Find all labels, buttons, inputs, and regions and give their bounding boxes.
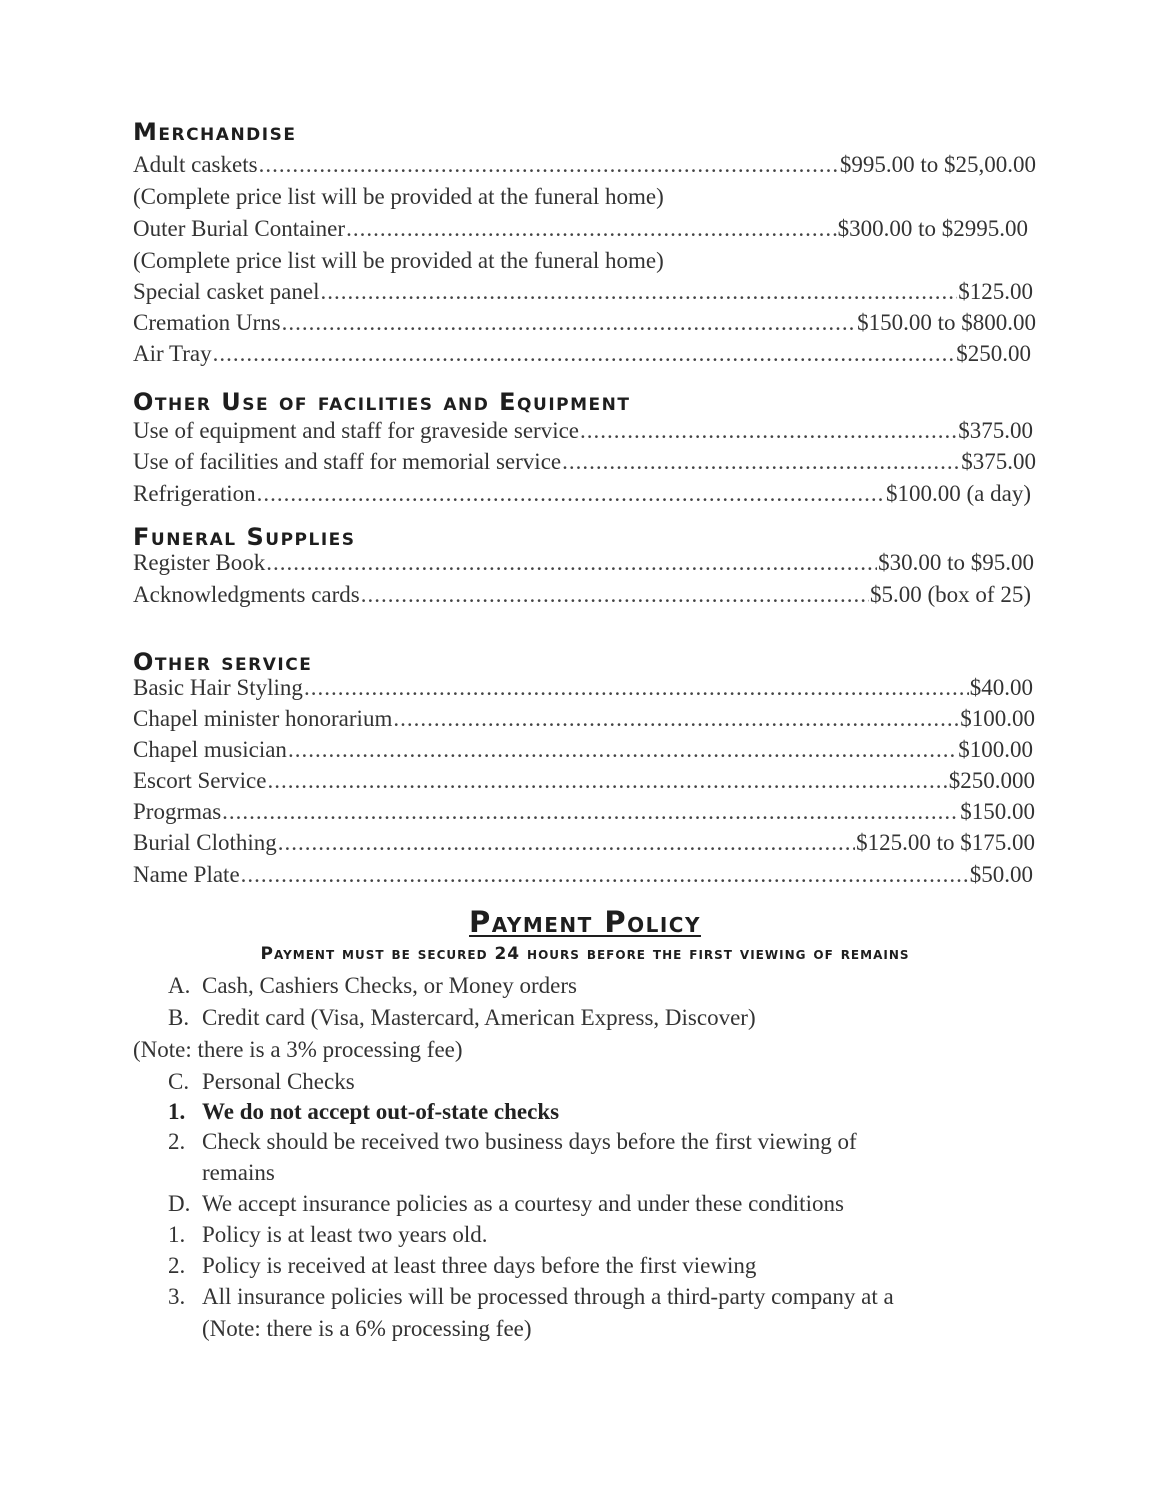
list-marker: C. (168, 1069, 190, 1094)
row-label: Cremation Urns (133, 310, 281, 335)
list-marker: 2. (168, 1253, 186, 1278)
price-row-cremation-urns (133, 308, 1036, 338)
row-price: $125.00 to $175.00 (856, 830, 1035, 855)
row-price: $30.00 to $95.00 (878, 550, 1034, 575)
payment-item-d3-continuation: (Note: there is a 6% processing fee) (202, 1316, 532, 1341)
price-row-ack-cards (133, 580, 1031, 610)
price-row-hair (133, 673, 1033, 703)
dot-leader (580, 416, 957, 446)
dot-leader (266, 548, 877, 578)
list-text: Cash, Cashiers Checks, or Money orders (202, 973, 577, 998)
payment-item-d (168, 1188, 844, 1219)
dot-leader (288, 735, 957, 765)
list-marker: 1. (168, 1099, 186, 1124)
payment-policy-title: Payment Policy (469, 905, 701, 939)
price-row-escort (133, 766, 1035, 796)
row-price: $375.00 (961, 449, 1036, 474)
list-marker: D. (168, 1191, 191, 1216)
payment-item-d2 (168, 1250, 756, 1281)
other-service-heading: Other service (133, 648, 313, 676)
row-price: $125.00 (958, 279, 1033, 304)
dot-leader (562, 447, 960, 477)
price-row-refrigeration (133, 479, 1031, 509)
price-row-outer-burial (133, 214, 1028, 244)
dot-leader (241, 860, 969, 890)
dot-leader (320, 277, 957, 307)
list-marker: B. (168, 1005, 190, 1030)
dot-leader (346, 214, 837, 244)
supplies-heading: Funeral Supplies (133, 523, 356, 551)
list-text: We accept insurance policies as a courtesy and under these conditions (202, 1191, 844, 1216)
price-row-graveside (133, 416, 1033, 446)
row-label: Register Book (133, 550, 266, 575)
row-label: Outer Burial Container (133, 216, 346, 241)
price-row-programs (133, 797, 1035, 827)
price-row-minister (133, 704, 1035, 734)
dot-leader (393, 704, 959, 734)
list-text: We do not accept out-of-state checks (202, 1099, 560, 1124)
dot-leader (267, 766, 947, 796)
price-list-note: (Complete price list will be provided at the funeral home) (133, 248, 664, 273)
row-price: $250.00 (956, 341, 1031, 366)
payment-item-a (168, 970, 577, 1001)
row-label: Chapel musician (133, 737, 287, 762)
row-label: Basic Hair Styling (133, 675, 303, 700)
dot-leader (257, 479, 885, 509)
list-text: Policy is received at least three days before the first viewing (202, 1253, 757, 1278)
list-text: Personal Checks (202, 1069, 355, 1094)
row-label: Use of equipment and staff for graveside service (133, 418, 579, 443)
list-text: All insurance policies will be processed through a third-party company at a (202, 1284, 894, 1309)
row-label: Adult caskets (133, 152, 258, 177)
row-label: Name Plate (133, 862, 240, 887)
dot-leader (213, 339, 956, 369)
payment-policy-subtitle: Payment must be secured 24 hours before the first viewing of remains (260, 944, 910, 964)
price-row-memorial (133, 447, 1036, 477)
row-price: $100.00 (960, 706, 1035, 731)
dot-leader (282, 308, 857, 338)
payment-item-d1 (168, 1219, 488, 1250)
dot-leader (259, 150, 839, 180)
payment-item-c (168, 1066, 355, 1097)
payment-item-d3 (168, 1281, 894, 1312)
payment-item-c2-continuation: remains (202, 1160, 275, 1185)
price-row-air-tray (133, 339, 1031, 369)
row-label: Air Tray (133, 341, 212, 366)
list-text: Check should be received two business days before the first viewing of (202, 1129, 857, 1154)
list-text: Credit card (Visa, Mastercard, American Express, Discover) (202, 1005, 756, 1030)
row-label: Escort Service (133, 768, 267, 793)
price-row-adult-caskets (133, 150, 1036, 180)
list-marker: 2. (168, 1129, 186, 1154)
processing-fee-note: (Note: there is a 3% processing fee) (133, 1037, 463, 1062)
price-row-clothing (133, 828, 1035, 858)
row-label: Acknowledgments cards (133, 582, 360, 607)
price-row-register-book (133, 548, 1034, 578)
row-price: $300.00 to $2995.00 (837, 216, 1028, 241)
list-text: Policy is at least two years old. (202, 1222, 488, 1247)
price-row-name-plate (133, 860, 1033, 890)
price-row-musician (133, 735, 1033, 765)
row-price: $5.00 (box of 25) (870, 582, 1031, 607)
payment-item-c2 (168, 1126, 857, 1157)
row-label: Use of facilities and staff for memorial service (133, 449, 562, 474)
payment-item-b (168, 1002, 756, 1033)
row-label: Chapel minister honorarium (133, 706, 393, 731)
dot-leader (278, 828, 855, 858)
row-price: $150.00 to $800.00 (857, 310, 1036, 335)
row-price: $375.00 (958, 418, 1033, 443)
price-row-special-panel (133, 277, 1033, 307)
row-label: Burial Clothing (133, 830, 277, 855)
row-price: $150.00 (960, 799, 1035, 824)
row-price: $50.00 (969, 862, 1033, 887)
row-price: $100.00 (958, 737, 1033, 762)
row-label: Refrigeration (133, 481, 256, 506)
row-label: Special casket panel (133, 279, 320, 304)
list-marker: 1. (168, 1222, 186, 1247)
row-price: $40.00 (969, 675, 1033, 700)
dot-leader (222, 797, 959, 827)
dot-leader (304, 673, 969, 703)
merchandise-heading: Merchandise (133, 118, 297, 146)
row-price: $250.000 (948, 768, 1035, 793)
row-label: Progrmas (133, 799, 222, 824)
price-list-note: (Complete price list will be provided at the funeral home) (133, 184, 664, 209)
row-price: $995.00 to $25,00.00 (839, 152, 1036, 177)
list-marker: A. (168, 973, 191, 998)
row-price: $100.00 (a day) (886, 481, 1031, 506)
dot-leader (361, 580, 869, 610)
facilities-heading: Other Use of facilities and Equipment (133, 388, 631, 416)
list-marker: 3. (168, 1284, 186, 1309)
payment-item-c1 (168, 1096, 559, 1127)
